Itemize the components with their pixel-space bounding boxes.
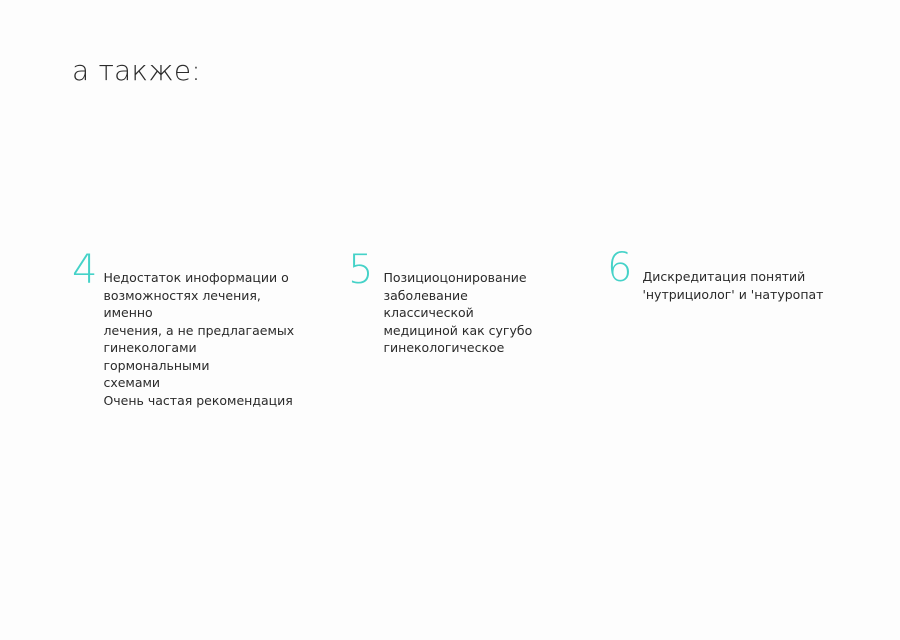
page-title: а также: <box>72 54 201 87</box>
item-text: Недостаток иноформации о возможностях лечения, именно лечения, а не предлагаемых гинекологами гормональными схемами Очень частая рекомендация <box>103 270 295 408</box>
item-number: 5 <box>348 247 374 293</box>
list-item-6 <box>607 245 842 303</box>
item-number: 4 <box>72 247 98 293</box>
item-text: Дискредитация понятий 'нутрициолог' и 'натуропат <box>642 269 824 302</box>
list-item-4 <box>72 247 303 409</box>
item-text: Позициоцонирование заболевание классической медициной как сугубо гинекологическое <box>383 270 533 355</box>
item-number: 6 <box>607 245 633 291</box>
list-item-5 <box>348 247 553 357</box>
